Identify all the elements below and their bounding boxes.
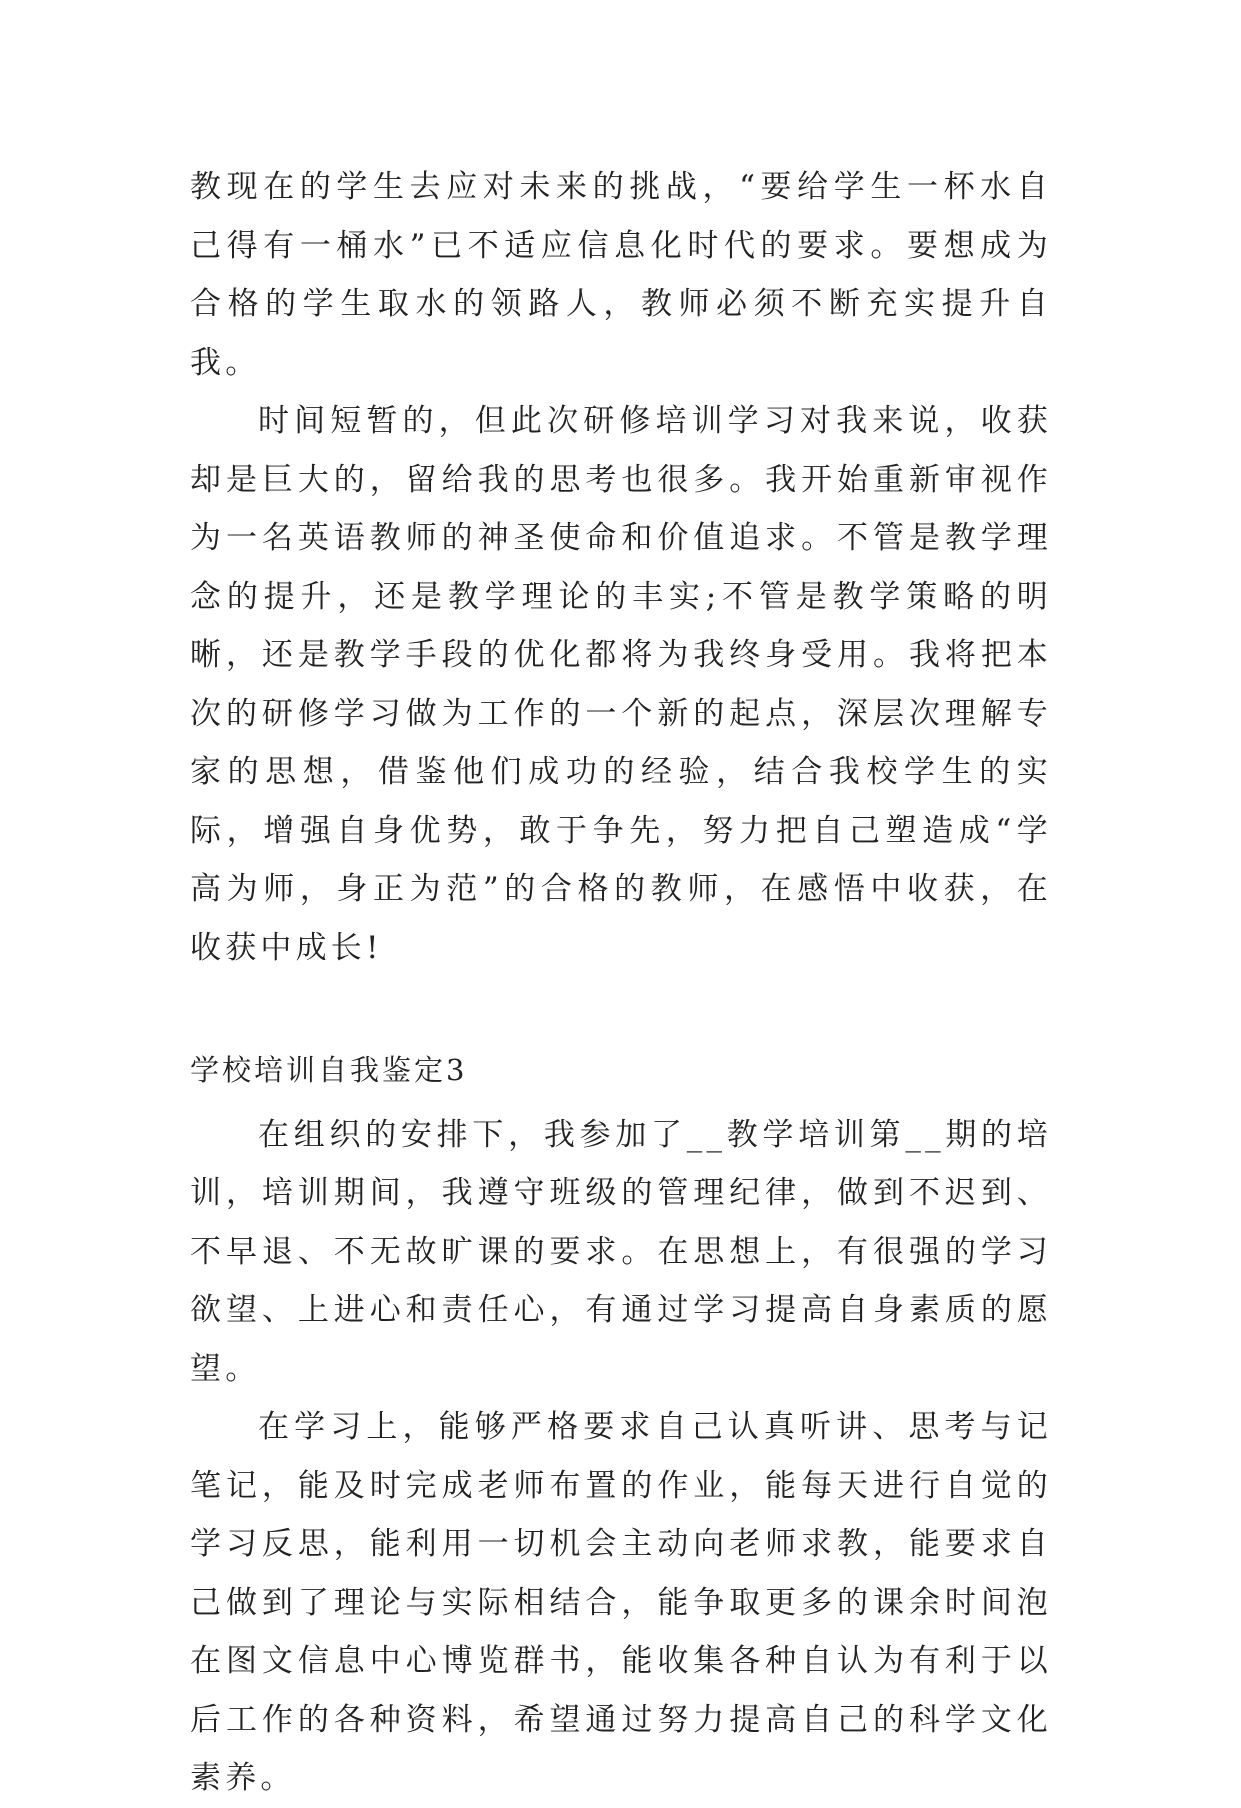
paragraph-study-attitude: 在学习上，能够严格要求自己认真听讲、思考与记笔记，能及时完成老师布置的作业，能每天进行自觉的学习反思，能利用一切机会主动向老师求教，能要求自己做到了理论与实际相结合，能争取更多的课余时间泡在图文信息中心博览群书，能收集各种自认为有利于以后工作的各种资料，希望通过努力提高自己的科学文化素养。 <box>190 1409 1052 1796</box>
document-body <box>190 158 1052 1808</box>
paragraph-continuation: 教现在的学生去应对未来的挑战，“要给学生一杯水自己得有一桶水”已不适应信息化时代的要求。要想成为合格的学生取水的领路人，教师必须不断充实提升自我。 <box>190 169 1052 381</box>
paragraph-reflection: 时间短暂的，但此次研修培训学习对我来说，收获却是巨大的，留给我的思考也很多。我开始重新审视作为一名英语教师的神圣使命和价值追求。不管是教学理念的提升，还是教学理论的丰实;不管是教学策略的明晰，还是教学手段的优化都将为我终身受用。我将把本次的研修学习做为工作的一个新的起点，深层次理解专家的思想，借鉴他们成功的经验，结合我校学生的实际，增强自身优势，敢于争先，努力把自己塑造成“学高为师，身正为范”的合格的教师，在感悟中收获，在收获中成长! <box>190 403 1052 966</box>
paragraph-training-arrangement: 在组织的安排下，我参加了__教学培训第__期的培训，培训期间，我遵守班级的管理纪律，做到不迟到、不早退、不无故旷课的要求。在思想上，有很强的学习欲望、上进心和责任心，有通过学习提高自身素质的愿望。 <box>190 1116 1052 1387</box>
section-heading: 学校培训自我鉴定3 <box>190 1053 468 1087</box>
